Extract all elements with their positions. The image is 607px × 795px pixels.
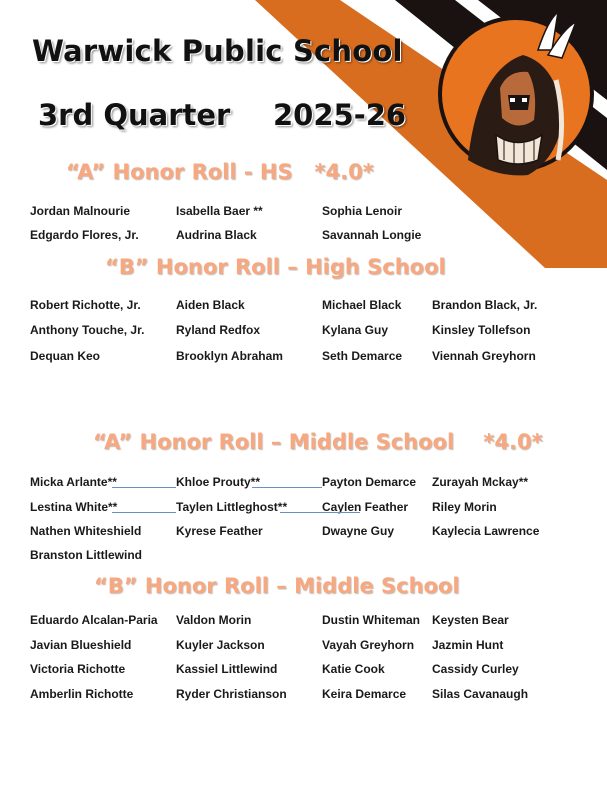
student-name: Lestina White** — [30, 500, 118, 514]
student-name: Michael Black — [322, 298, 402, 312]
student-name: Khloe Prouty** — [176, 475, 261, 489]
student-name: Payton Demarce — [322, 475, 417, 489]
student-name: Dustin Whiteman — [322, 613, 420, 627]
underline-rule — [280, 512, 360, 513]
student-name: Nathen Whiteshield — [30, 524, 142, 538]
student-name: Kinsley Tollefson — [432, 323, 531, 337]
student-name: Anthony Touche, Jr. — [30, 323, 145, 337]
hs-b-honor-roll-heading: “B” Honor Roll – High School — [105, 255, 446, 279]
student-name: Audrina Black — [176, 228, 257, 242]
student-name: Brandon Black, Jr. — [432, 298, 538, 312]
student-name: Viennah Greyhorn — [432, 349, 536, 363]
student-name: Isabella Baer ** — [176, 204, 263, 218]
underline-rule — [252, 487, 322, 488]
student-name: Kyrese Feather — [176, 524, 263, 538]
student-name: Kylana Guy — [322, 323, 389, 337]
student-name: Jazmin Hunt — [432, 638, 504, 652]
student-name: Valdon Morin — [176, 613, 252, 627]
student-name: Zurayah Mckay** — [432, 475, 529, 489]
student-name: Dequan Keo — [30, 349, 101, 363]
student-name: Katie Cook — [322, 662, 385, 676]
student-name: Caylen Feather — [322, 500, 409, 514]
student-name: Silas Cavanaugh — [432, 687, 529, 701]
student-name: Vayah Greyhorn — [322, 638, 415, 652]
student-name: Dwayne Guy — [322, 524, 395, 538]
student-name: Eduardo Alcalan-Paria — [30, 613, 158, 627]
student-name: Riley Morin — [432, 500, 497, 514]
hs-a-honor-roll-heading: “A” Honor Roll - HS *4.0* — [66, 160, 374, 184]
student-name: Edgardo Flores, Jr. — [30, 228, 139, 242]
student-name: Ryland Redfox — [176, 323, 261, 337]
quarter-label: 3rd Quarter — [38, 98, 231, 132]
student-name: Robert Richotte, Jr. — [30, 298, 141, 312]
student-name: Aiden Black — [176, 298, 245, 312]
ms-b-honor-roll-heading: “B” Honor Roll – Middle School — [94, 574, 460, 598]
school-name-title: Warwick Public School — [32, 34, 403, 68]
student-name: Kuyler Jackson — [176, 638, 265, 652]
underline-rule — [112, 512, 176, 513]
underline-rule — [112, 487, 176, 488]
student-name: Kassiel Littlewind — [176, 662, 278, 676]
student-name: Cassidy Curley — [432, 662, 519, 676]
student-name: Micka Arlante** — [30, 475, 117, 489]
student-name: Ryder Christianson — [176, 687, 287, 701]
student-name: Amberlin Richotte — [30, 687, 134, 701]
student-name: Taylen Littleghost** — [176, 500, 288, 514]
student-name: Keira Demarce — [322, 687, 407, 701]
school-year-label: 2025-26 — [273, 98, 407, 132]
student-name: Javian Blueshield — [30, 638, 132, 652]
student-name: Victoria Richotte — [30, 662, 126, 676]
student-name: Branston Littlewind — [30, 548, 142, 562]
student-name: Savannah Longie — [322, 228, 422, 242]
student-name: Seth Demarce — [322, 349, 403, 363]
student-name: Kaylecia Lawrence — [432, 524, 540, 538]
student-name: Keysten Bear — [432, 613, 509, 627]
student-name: Jordan Malnourie — [30, 204, 131, 218]
ms-a-honor-roll-heading: “A” Honor Roll – Middle School *4.0* — [93, 430, 543, 454]
student-name: Sophia Lenoir — [322, 204, 403, 218]
student-name: Brooklyn Abraham — [176, 349, 283, 363]
